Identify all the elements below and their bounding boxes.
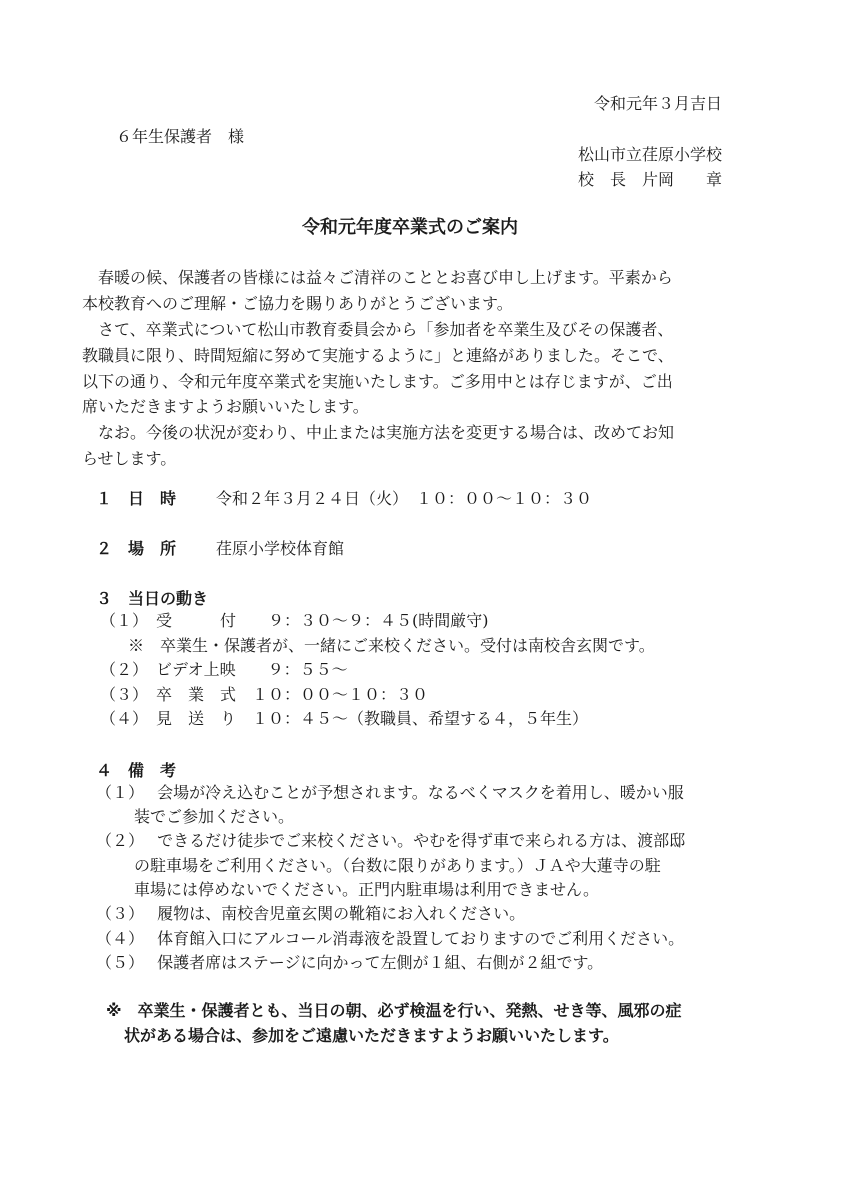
remark-line: 装でご参加ください。 <box>134 807 295 826</box>
remark-line: 車場には停めないでください。正門内駐車場は利用できません。 <box>134 880 599 899</box>
intro-line: なお。今後の状況が変わり、中止または実施方法を変更する場合は、改めてお知 <box>98 423 675 442</box>
document-title: 令和元年度卒業式のご案内 <box>302 217 518 238</box>
closing-note-line: 状がある場合は、参加をご遠慮いただきますようお願いいたします。 <box>124 1026 619 1045</box>
remark-line: の駐車場をご利用ください。（台数に限りがあります。）ＪＡや大蓮寺の駐 <box>134 856 661 875</box>
recipient: ６年生保護者 様 <box>116 127 245 146</box>
section-venue-value: 荏原小学校体育館 <box>216 539 345 558</box>
remark-line: （３） 履物は、南校舎児童玄関の靴箱にお入れください。 <box>96 904 526 923</box>
schedule-note: ※ 卒業生・保護者が、一緒にご来校ください。受付は南校舎玄関です。 <box>128 636 655 655</box>
school-name: 松山市立荏原小学校 <box>578 145 723 164</box>
intro-line: 教職員に限り、時間短縮に努めて実施するように」と連絡がありました。そこで、 <box>82 346 674 365</box>
section-datetime-label: １ 日 時 <box>96 489 177 508</box>
remark-line: （４） 体育館入口にアルコール消毒液を設置しておりますのでご利用ください。 <box>96 929 685 948</box>
closing-note-line: ※ 卒業生・保護者とも、当日の朝、必ず検温を行い、発熱、せき等、風邪の症 <box>106 1001 682 1020</box>
section-remarks-heading: ４ 備 考 <box>96 761 177 780</box>
intro-line: 春暖の候、保護者の皆様には益々ご清祥のこととお喜び申し上げます。平素から <box>98 268 673 287</box>
schedule-item: （２） ビデオ上映 ９：５５～ <box>100 660 348 679</box>
schedule-item: （１） 受 付 ９：３０～９：４５(時間厳守) <box>100 611 489 630</box>
principal-name: 校 長 片岡 章 <box>578 170 723 189</box>
section-venue-label: ２ 場 所 <box>96 539 177 558</box>
remark-line: （２） できるだけ徒歩でご来校ください。やむを得ず車で来られる方は、渡部邸 <box>96 831 686 850</box>
document-date: 令和元年３月吉日 <box>594 94 723 113</box>
intro-line: 本校教育へのご理解・ご協力を賜りありがとうございます。 <box>82 294 513 313</box>
intro-line: さて、卒業式について松山市教育委員会から「参加者を卒業生及びその保護者、 <box>98 320 674 339</box>
schedule-item: （３） 卒 業 式 １０：００～１０：３０ <box>100 685 429 704</box>
remark-line: （１） 会場が冷え込むことが予想されます。なるべくマスクを着用し、暖かい服 <box>96 783 684 802</box>
section-datetime-value: 令和２年３月２４日（火） １０：００～１０：３０ <box>216 489 593 508</box>
intro-line: らせします。 <box>82 449 177 468</box>
remark-line: （５） 保護者席はステージに向かって左側が１組、右側が２組です。 <box>96 953 604 972</box>
intro-line: 席いただきますようお願いいたします。 <box>82 397 369 416</box>
schedule-item: （４） 見 送 り １０：４５～（教職員、希望する４，５年生） <box>100 709 589 728</box>
section-schedule-heading: ３ 当日の動き <box>96 589 209 608</box>
intro-line: 以下の通り、令和元年度卒業式を実施いたします。ご多用中とは存じますが、ご出 <box>82 372 673 391</box>
